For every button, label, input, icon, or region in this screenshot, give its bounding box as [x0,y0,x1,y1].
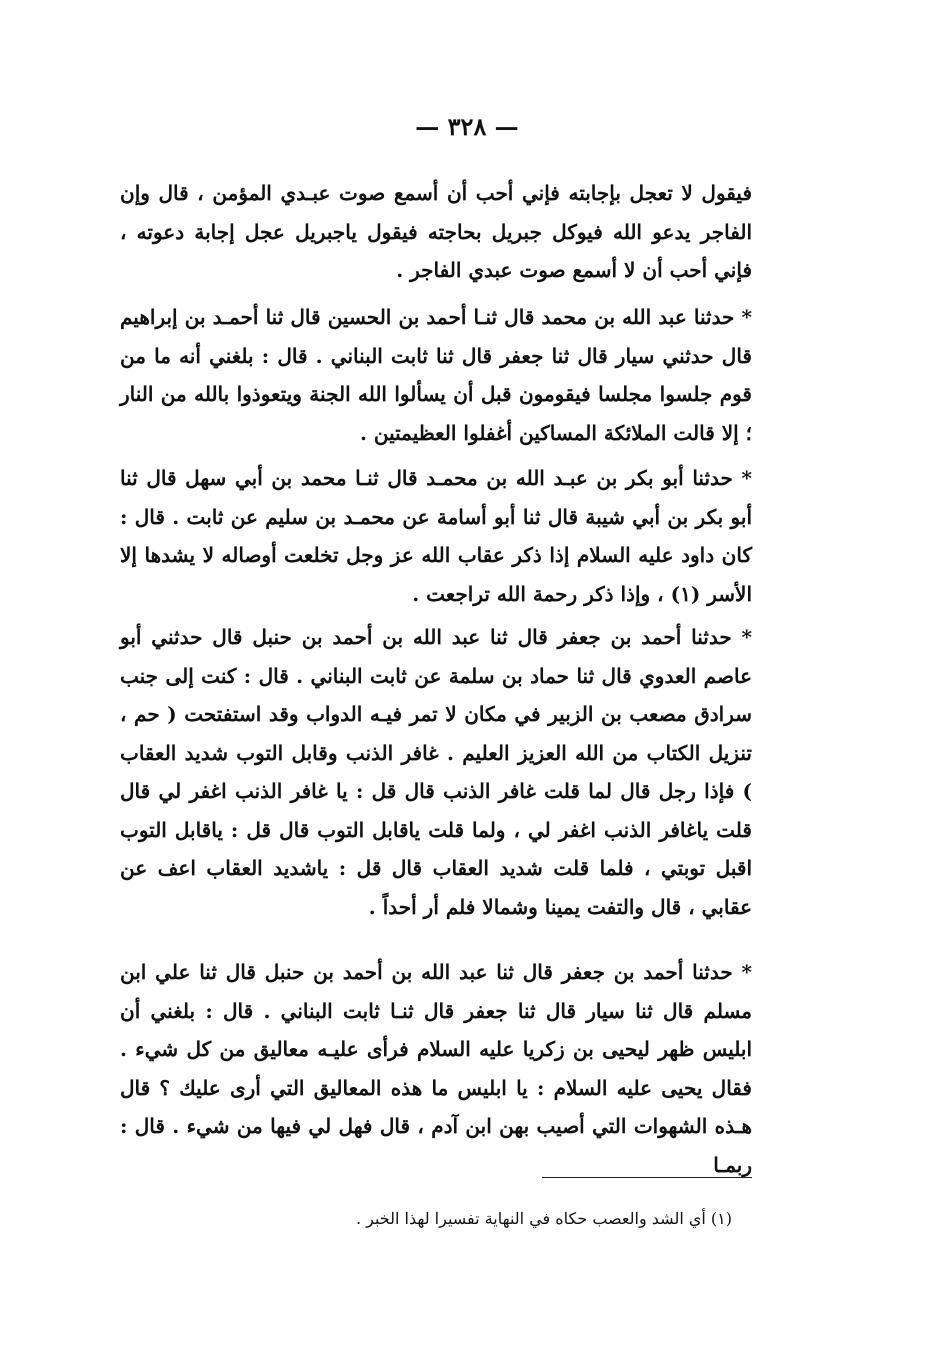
paragraph-3 [120,459,752,613]
paragraph-text: * حدثنا أحمد بن جعفر قال ثنا عبد الله بن أحمد بن حنبل قال حدثني أبو عاصم العدوي قال ثنا حماد بن سلمة عن ثابت البناني . قال : كنت إلى جنب سرادق مصعب بن الزبير في مكان لا تمر فيـه الدواب وقد استفتحت ( حم ، تنزيل الكتاب من الله العزيز العليم . غافر الذنب وقابل التوب شديد العقاب ) فإذا رجل قال لما قلت غافر الذنب قال قل : يا غافر الذنب اغفر لي قال قلت ياغافر الذنب اغفر لي ، ولما قلت ياقابل التوب قال قل : ياقابل التوب اقبل توبتي ، فلما قلت شديد العقاب قال قل : ياشديد العقاب اعف عن عقابي ، قال والتفت يمينا وشمالا فلم أر أحداً . [120,625,752,919]
paragraph-text: * حدثنا عبد الله بن محمد قال ثنـا أحمد بن الحسين قال ثنا أحمـد بن إبراهيم قال حدثني سيار قال ثنا جعفر قال ثنا ثابت البناني . قال : بلغني أنه ما من قوم جلسوا مجلسا فيقومون قبل أن يسألوا الله الجنة ويتعوذوا بالله من النار ؛ إلا قالت الملائكة المساكين أغفلوا العظيمتين . [120,305,753,445]
page-number: — ٣٢٨ — [415,112,519,141]
paragraph-text: فيقول لا تعجل بإجابته فإني أحب أن أسمع صوت عبـدي المؤمن ، قال وإن الفاجر يدعو الله فيوكل جبريل بحاجته فيقول ياجبريل عجل إجابة دعوته ، فإني أحب أن لا أسمع صوت عبدي الفاجر . [120,181,752,282]
paragraph-4 [120,618,752,926]
footnote-divider [542,1177,752,1178]
paragraph-1 [120,174,752,290]
paragraph-2 [120,298,752,452]
paragraph-text: * حدثنا أبو بكر بن عبـد الله بن محمـد قال ثنـا محمد بن أبي سهل قال ثنا أبو بكر بن أبي شيبة قال ثنا أبو أسامة عن محمـد بن سليم عن ثابت . قال : كان داود عليه السلام إذا ذكر عقاب الله عز وجل تخلعت أوصاله لا يشدها إلا الأسر (١) ، وإذا ذكر رحمة الله تراجعت . [120,466,752,606]
paragraph-text: * حدثنا أحمد بن جعفر قال ثنا عبد الله بن أحمد بن حنبل قال ثنا علي ابن مسلم قال ثنا سيار قال ثنا جعفر قال ثنـا ثابت البناني . قال : بلغني أن ابليس ظهر ليحيى بن زكريا عليه السلام فرأى عليـه معاليق من كل شيء . فقال يحيى عليه السلام : يا ابليس ما هذه المعاليق التي أرى عليك ؟ قال هـذه الشهوات التي أصيب بهن ابن آدم ، قال فهل لي فيها من شيء . قال : ربمـا [120,960,752,1177]
footnote: (١) أي الشد والعصب حكاه في النهاية تفسيرا لهذا الخبر . [355,1209,732,1228]
paragraph-5 [120,953,752,1184]
